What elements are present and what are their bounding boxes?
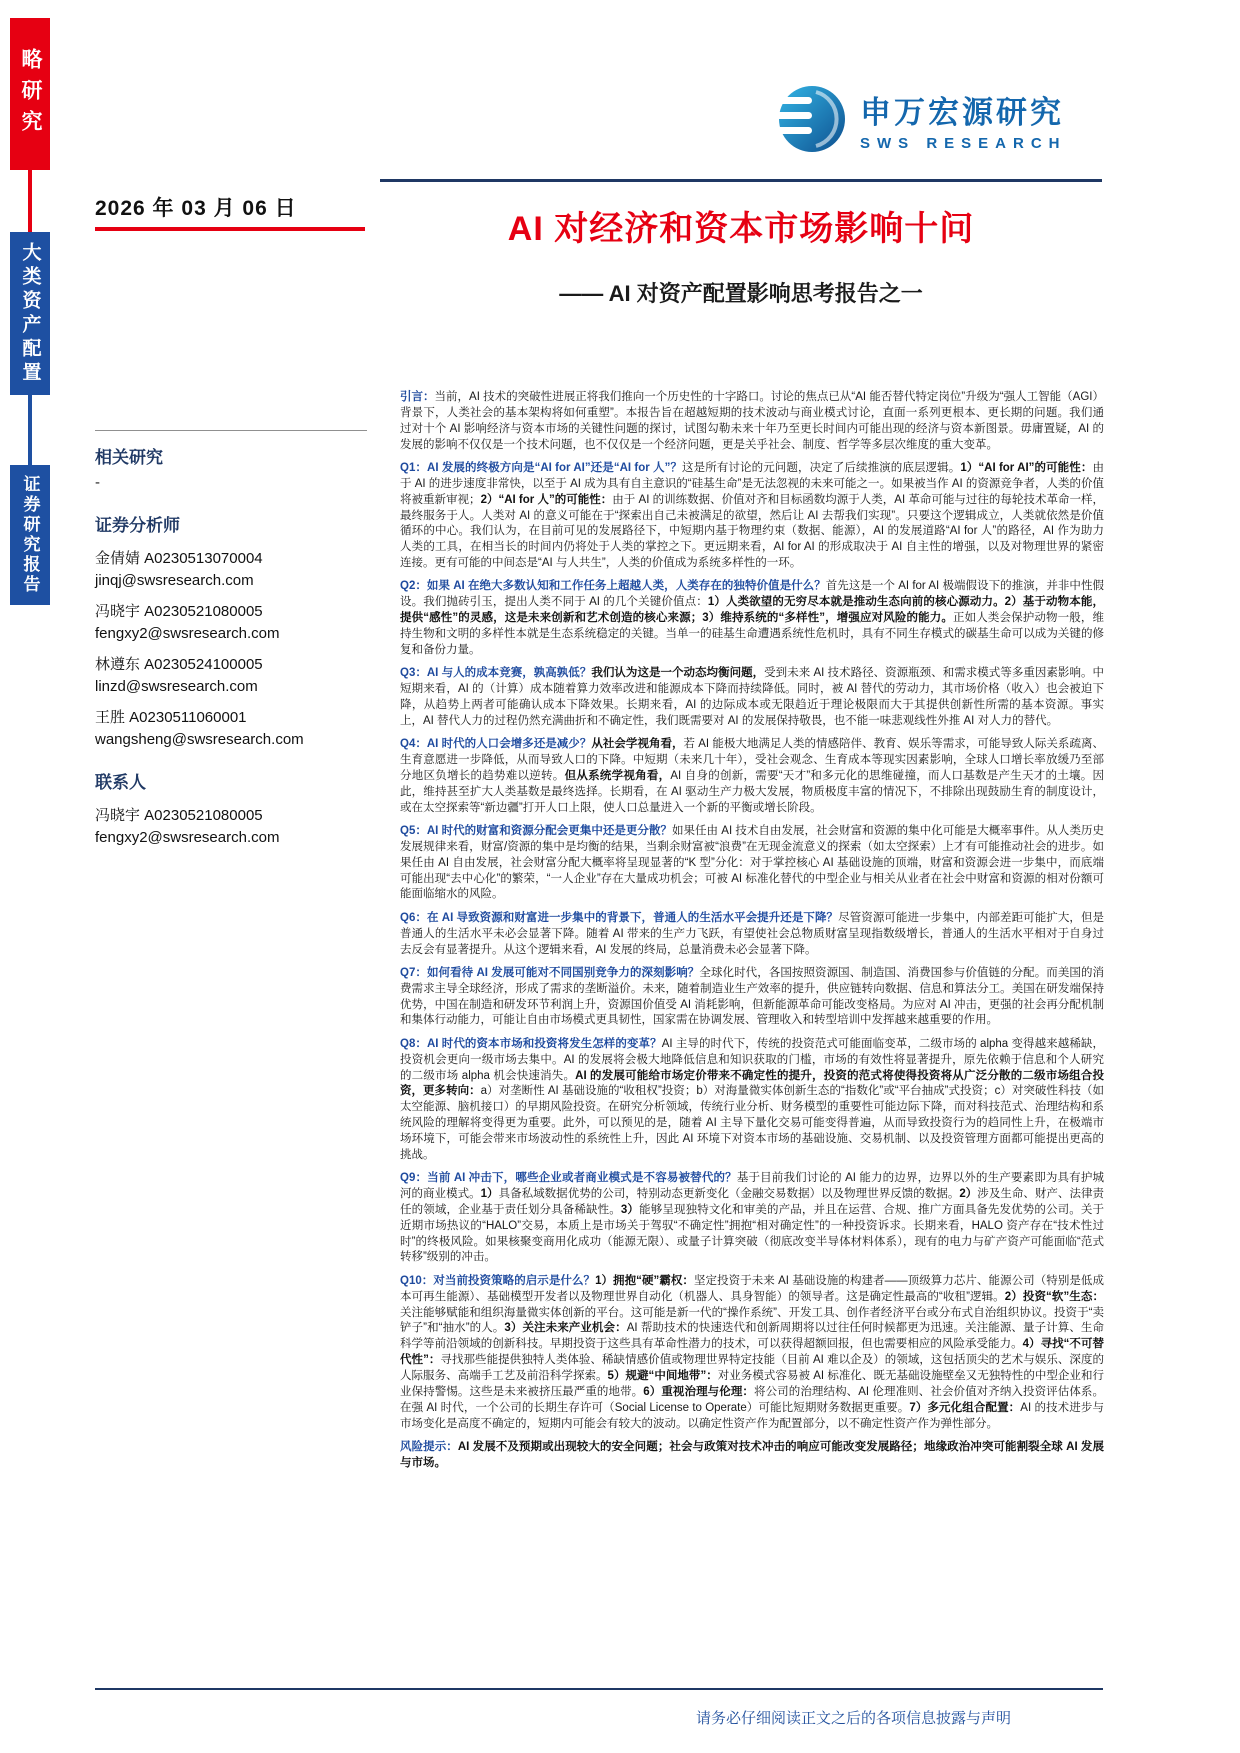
paragraph-q7: Q7：如何看待 AI 发展可能对不同国别竞争力的深刻影响？全球化时代，各国按照资源国、制造国、消费国参与价值链的分配。而美国的消费需求主导全球经济，形成了需求的垄断溢价。未来，随着制造业生产效率的提升，供应链转向数据、信息和算法分工。美国在研发端保持优势，中国在制造和研发环节利润上升，资源国价值受 AI 消耗影响，但新能源革命可能改变格局。为应对 AI 冲击，更强的社会再分配机制和集体行动能力，可能让自由市场模式更具韧性，国家需在协调发展、管理收入和转型培训中发挥越来越重要的作用。 xyxy=(400,966,1105,1027)
paragraph-lead: Q2：如果 AI 在绝大多数认知和工作任务上超越人类，人类存在的独特价值是什么？ xyxy=(400,580,826,593)
sws-logo xyxy=(758,82,1067,156)
sws-logo-icon xyxy=(758,82,850,156)
paragraph-risk: 风险提示：AI 发展不及预期或出现较大的安全问题；社会与政策对技术冲击的响应可能改变发展路径；地缘政治冲突可能割裂全球 AI 发展与市场。 xyxy=(400,1440,1104,1469)
footer-disclaimer: 请务必仔细阅读正文之后的各项信息披露与声明 xyxy=(695,1710,1011,1727)
contact-name: 冯晓宇 A0230521080005 xyxy=(95,807,263,824)
report-body xyxy=(400,390,1104,1479)
paragraph-q4: Q4：AI 时代的人口会增多还是减少？从社会学视角看，若 AI 能极大地满足人类的情感陪伴、教育、娱乐等需求，可能导致人际关系疏离、生育意愿进一步降低，从而导致人口的下降。中短期（未来几十年），受社会观念、生育成本等现实因素影响，全球人口增长率放缓乃至部分地区负增长的趋势难以逆转。但从系统学视角看，AI 自身的创新，需要“天才”和多元化的思维碰撞，而人口基数是产生天才的土壤。因此，维持甚至扩大人类基数是最终选择。长期看，在 AI 驱动生产力极大发展，物质极度丰富的情况下，不排除出现鼓励生育的制度设计，或在太空探索等“新边疆”打开人口上限，使人口总量进入一个新的平衡或增长阶段。 xyxy=(400,738,1105,814)
analyst-name: 金倩婧 A0230513070004 xyxy=(95,550,263,567)
contact-email: fengxy2@swsresearch.com xyxy=(95,829,280,846)
paragraph-q2: Q2：如果 AI 在绝大多数认知和工作任务上超越人类，人类存在的独特价值是什么？首先这是一个 AI for AI 极端假设下的推演，并非中性假设。我们抛砖引玉，提出人类不同于 AI 的几个关键价值点：1）人类欲望的无穷尽本就是推动生态向前的核心源动力。2）基于动物本能，提供“感性”的灵感，这是未来创新和艺术创造的核心来源；3）维持系统的“多样性”，增强应对风险的能力。正如人类会保护动物一般，维持生物和文明的多样性本就是生态系统稳定的关键。当单一的硅基生命遭遇系统性危机时，具有不同生存模式的碳基生命可以成为关键的修复和备份力量。 xyxy=(400,580,1105,656)
logo-cn-text: 申万宏源研究 xyxy=(860,94,1064,130)
page-subtitle: —— AI 对资产配置影响思考报告之一 xyxy=(559,281,923,306)
paragraph-q5: Q5：AI 时代的财富和资源分配会更集中还是更分散？如果任由 AI 技术自由发展，社会财富和资源的集中化可能是大概率事件。从人类历史发展规律来看，财富/资源的集中是均衡的结果，当剩余财富被“浪费”在无现金流意义的探索（如太空探索）上才有可能推动社会的进步。如果任由 AI 自由发展，社会财富分配大概率将呈现显著的“K 型”分化：对于掌控核心 AI 基础设施的顶端，财富和资源会进一步集中，而底端可能出现“去中心化”的繁荣，“一人企业”存在大量成功机会；可被 AI 标准化替代的中型企业与相关从业者在社会中财富和资源的相对份额可能面临缩水的风险。 xyxy=(400,824,1104,901)
paragraph-q3: Q3：AI 与人的成本竞赛，孰高孰低？我们认为这是一个动态均衡问题，受到未来 AI 技术路径、资源瓶颈、和需求模式等多重因素影响。中短期来看，AI 的（计算）成本随着算力效率改进和能源成本下降而持续降低。同时，被 AI 替代的劳动力，其市场价格（收入）也会被迫下降，从趋势上两者可能确认成本下降效果。长期来看，AI 的边际成本或无限趋近于理论极限而大于其提供创新性所需的基本资源。事实上，AI 替代人力的过程仍然充满曲折和不确定性，我们既需要对 AI 的发展保持敬畏，也不能一味悲观线性外推 AI 对人力的替代。 xyxy=(400,667,1104,727)
paragraph-lead: Q6：在 AI 导致资源和财富进一步集中的背景下，普通人的生活水平会提升还是下降？ xyxy=(400,911,839,924)
sidebar-tag-doc-type: 证券研究报告 xyxy=(10,465,50,605)
paragraph-lead: Q1：AI 发展的终极方向是“AI for AI”还是“AI for 人”？ xyxy=(400,461,683,474)
sidebar-tag-category: 大类资产配置 xyxy=(10,232,50,395)
analyst-name: 林遵东 A0230524100005 xyxy=(95,656,263,673)
paragraph-q10: Q10：对当前投资策略的启示是什么？1）拥抱“硬”霸权：坚定投资于未来 AI 基础设施的构建者——顶级算力芯片、能源公司（特别是低成本可再生能源）、基础模型开发者以及物理世界自动化（机器人、具身智能）的领导者。这是确定性最高的“收租”逻辑。2）投资“软”生态：关注能够赋能和组织海量微实体创新的平台。这可能是新一代的“操作系统”、开发工具、创作者经济平台或分布式自治组织协议。投资于“卖铲子”和“抽水”的人。3）关注未来产业机会：AI 帮助技术的快速迭代和创新周期将以过往任何时候都更为迅速。关注能源、量子计算、生命科学等前沿领域的创新科技。早期投资于这些具有革命性潜力的技术，可以获得超额回报，但也需要相应的风险承受能力。4）寻找“不可替代性”：寻找那些能提供独特人类体验、稀缺情感价值或物理世界特定技能（目前 AI 难以企及）的领域，这包括顶尖的艺术与娱乐、深度的人际服务、高端手工艺及前沿科学探索。5）规避“中间地带”：对业务模式容易被 AI 标准化、既无基础设施壁垒又无独特性的中型企业和行业保持警惕。这些是未来被挤压最严重的地带。6）重视治理与伦理：将公司的治理结构、AI 伦理准则、社会价值对齐纳入投资评估体系。在强 AI 时代，一个公司的长期生存许可（Social License to Operate）可能比短期财务数据更重要。7）多元化组合配置：AI 的技术进步与市场变化是高度不确定的，短期内可能会有较大的波动。以确定性资产作为配置部分，以不确定性资产作为弹性部分。 xyxy=(400,1274,1105,1430)
related-research-heading: 相关研究 xyxy=(95,448,163,467)
paragraph-lead: Q8：AI 时代的资本市场和投资将发生怎样的变革？ xyxy=(400,1037,662,1050)
analyst-email: fengxy2@swsresearch.com xyxy=(95,625,280,642)
analyst-email: jinqj@swsresearch.com xyxy=(95,572,254,589)
analyst-email: wangsheng@swsresearch.com xyxy=(95,731,304,748)
contacts-heading: 联系人 xyxy=(95,773,146,792)
paragraph-q9: Q9：当前 AI 冲击下，哪些企业或者商业模式是不容易被替代的？基于目前我们讨论的 AI 能力的边界，边界以外的生产要素即为具有护城河的商业模式。1）具备私域数据优势的公司，特别动态更新变化（金融交易数据）以及物理世界反馈的数据。2）涉及生命、财产、法律责任的领域，企业基于责任划分具备稀缺性。3）能够呈现独特文化和审美的产品，并且在运营、合规、推广方面具备先发优势的公司。关于近期市场热议的“HALO”交易，本质上是市场关于驾驭“不确定性”拥抱“相对确定性”的一种投资诉求。长期来看，HALO 资产存在“技术性过时”的终极风险。如果核聚变商用化成功（能源无限）、或量子计算突破（彻底改变半导体材料体系），现有的电力与矿产资产可能面临“范式转移”级别的冲击。 xyxy=(400,1172,1104,1264)
paragraph-q6: Q6：在 AI 导致资源和财富进一步集中的背景下，普通人的生活水平会提升还是下降？尽管资源可能进一步集中，内部差距可能扩大，但是普通人的生活水平未必会显著下降。随着 AI 带来的生产力飞跃，有望使社会总物质财富呈现指数级增长，普通人的生活水平相对于自身过去反会有显著提升。从这个逻辑来看，AI 发展的终局，总量消费未必会显著下降。 xyxy=(400,911,1105,956)
analysts-heading: 证券分析师 xyxy=(95,516,180,535)
title-block xyxy=(380,201,1102,308)
paragraph-lead: 风险提示： xyxy=(400,1440,458,1453)
analyst-name: 冯晓宇 A0230521080005 xyxy=(95,603,263,620)
paragraph-lead: 引言： xyxy=(400,391,435,403)
paragraph-lead: Q7：如何看待 AI 发展可能对不同国别竞争力的深刻影响？ xyxy=(400,966,700,979)
paragraph-q8: Q8：AI 时代的资本市场和投资将发生怎样的变革？AI 主导的时代下，传统的投资范式可能面临变革，二级市场的 alpha 变得越来越稀缺，投资机会更向一级市场去集中。AI 的发展将会极大地降低信息和知识获取的门槛，市场的有效性将显著提升，原先依赖于信息和个人研究的二级市场 alpha 机会快速消失。AI 的发展可能给市场定价带来不确定性的提升，投资的范式将使得投资将从广泛分散的二级市场组合投资，更多转向：a）对垄断性 AI 基础设施的“收租权”投资；b）对海量微实体创新生态的“指数化”或“平台抽成”式投资；c）对突破性科技（如太空能源、脑机接口）的早期风险投资。在研究分析领域，传统行业分析、财务模型的重要性可能边际下降，而对科技范式、治理结构和系统风险的理解将变得更为重要。此外，可以预见的是，随着 AI 主导下量化交易可能变得普遍，从而导致投资行为的趋同性上升，在极端市场环境下，可能会带来市场波动性的系统性上升，因此 AI 环境下对资本市场的基础设施、交易机制、以及投资管理方面都可能提出更高的挑战。 xyxy=(400,1037,1104,1161)
sidebar-divider-blue xyxy=(28,395,32,465)
contacts-list xyxy=(95,804,367,846)
footer-rule xyxy=(95,1688,1103,1690)
paragraph-q1: Q1：AI 发展的终极方向是“AI for AI”还是“AI for 人”？这是所有讨论的元问题，决定了后续推演的底层逻辑。1）“AI for AI”的可能性：由于 AI 的进步速度非常快，以至于 AI 成为具有自主意识的“硅基生命”是无法忽视的未来可能之一。如果被当作 AI 的资源竞争者，人类的价值将被重新审视；2）“AI for 人”的可能性：由于 AI 的训练数据、价值对齐和目标函数均源于人类，AI 革命可能与过往的每轮技术革命一样，最终服务于人。人类对 AI 的意义可能在于“探索出自己未被满足的欲望，然后让 AI 去帮我们实现”。只要这个逻辑成立，人类就依然是价值循环的中心。我们认为，在目前可见的发展路径下，中短期内基于物理约束（数据、能源），AI 的发展道路“AI for 人”的路径，AI 作为助力人类的工具，在相当长的时间内仍将处于人类的掌控之下。更远期来看，AI for AI 的形成取决于 AI 自主性的增强，以及对物理世界的紧密连接。更有可能的中间态是“AI 与人共生”，人类的价值成为系统多样性的一环。 xyxy=(400,461,1105,570)
logo-en-text: SWS RESEARCH xyxy=(860,134,1067,152)
report-date: 2026 年 03 月 06 日 xyxy=(95,197,297,220)
analyst-email: linzd@swsresearch.com xyxy=(95,678,258,695)
page-title: AI 对经济和资本市场影响十问 xyxy=(507,210,975,248)
paragraph-lead: Q4：AI 时代的人口会增多还是减少？ xyxy=(400,738,592,751)
related-research-placeholder: - xyxy=(95,474,100,491)
paragraph-lead: Q10：对当前投资策略的启示是什么？ xyxy=(400,1274,596,1287)
date-underline xyxy=(95,227,365,231)
paragraph-lead: Q9：当前 AI 冲击下，哪些企业或者商业模式是不容易被替代的？ xyxy=(400,1172,737,1185)
left-info-panel xyxy=(95,430,367,846)
sidebar-tag-report-type: 略研究 xyxy=(10,18,50,170)
sidebar-divider-red xyxy=(28,170,32,232)
paragraph-lead: Q5：AI 时代的财富和资源分配会更集中还是更分散？ xyxy=(400,824,672,837)
analyst-name: 王胜 A0230511060001 xyxy=(95,709,247,726)
header-rule xyxy=(380,179,1102,182)
analysts-list xyxy=(95,547,367,748)
paragraph-intro: 引言：当前，AI 技术的突破性进展正将我们推向一个历史性的十字路口。讨论的焦点已从“AI 能否替代特定岗位”升级为“强人工智能（AGI）背景下，人类社会的基本架构将如何重塑”。本报告旨在超越短期的技术波动与商业模式讨论，直面一系列更根本、更长期的问题。我们通过对十个 AI 影响经济与资本市场的关键性问题的探讨，试图勾勒未来十年乃至更长时间内可能出现的经济与资本新图景。毋庸置疑，AI 的发展的影响不仅仅是一个技术问题，也不仅仅是一个经济问题，更是关乎社会、制度、哲学等多层次维度的重大变革。 xyxy=(400,391,1104,451)
paragraph-lead: Q3：AI 与人的成本竞赛，孰高孰低？ xyxy=(400,667,592,680)
